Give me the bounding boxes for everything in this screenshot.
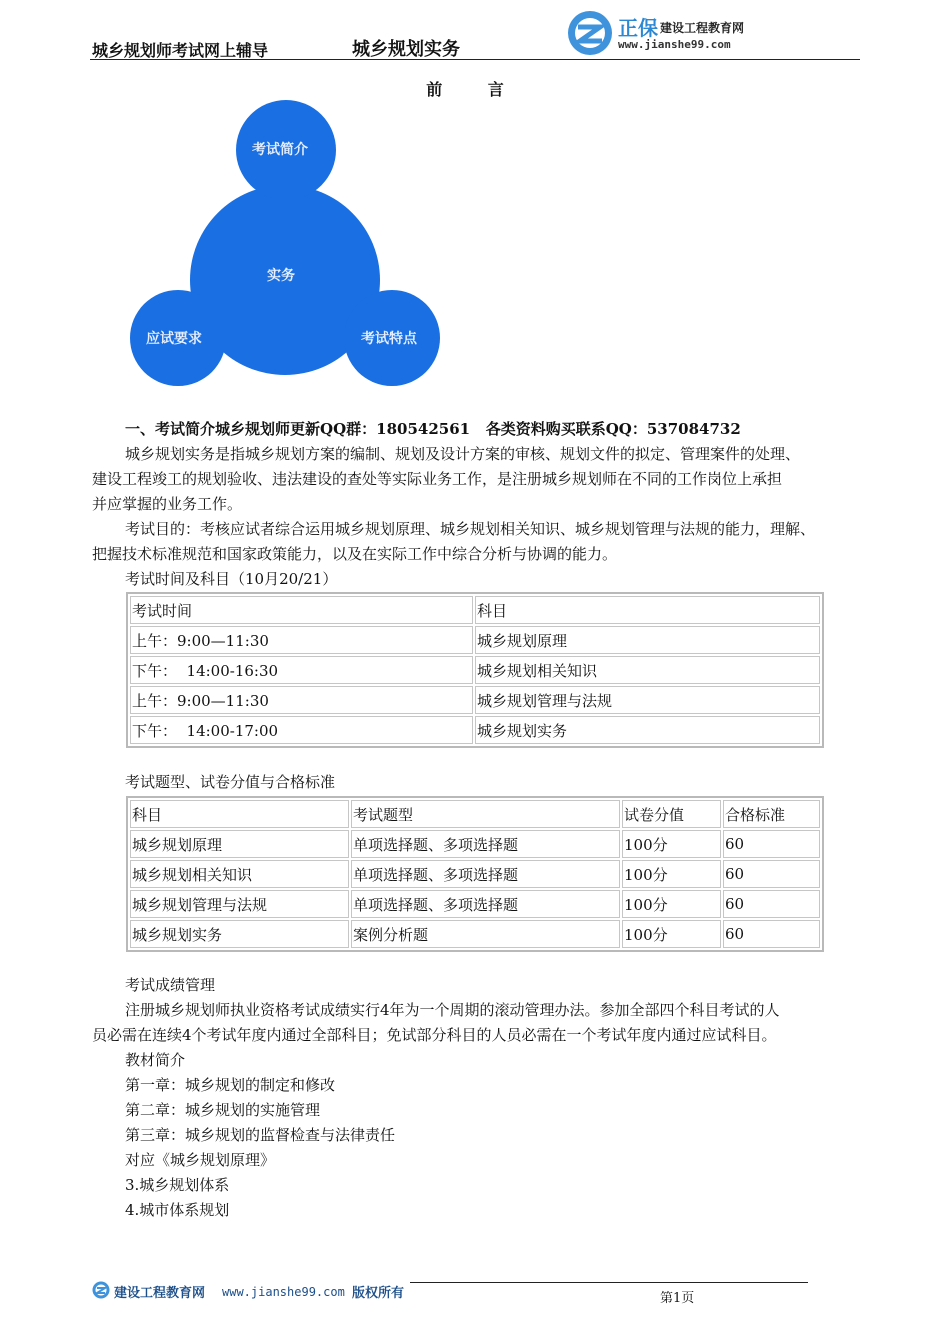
textbook-title: 教材简介 [125,1051,186,1069]
page-number: 第1页 [660,1291,695,1306]
table-cell: 100分 [622,860,721,888]
diagram-label-center: 实务 [267,268,295,284]
table-row [130,890,820,918]
table-header-row [130,800,820,828]
logo-brand-subtitle: 建设工程教育网 [660,21,745,35]
table-cell: 单项选择题、多项选择题 [351,860,620,888]
table-header-cell: 科目 [475,596,820,624]
table-header-cell: 合格标准 [723,800,820,828]
logo-url: www.jianshe99.com [618,38,731,51]
footer-site-name: 建设工程教育网 [114,1286,206,1301]
table-cell: 100分 [622,830,721,858]
table-row [130,860,820,888]
table-cell: 下午： 14:00-16:30 [130,656,473,684]
table-cell: 城乡规划相关知识 [130,860,349,888]
diagram-label-right: 考试特点 [361,331,417,347]
intro-paragraph-line1: 城乡规划实务是指城乡规划方案的编制、规划及设计方案的审核、规划文件的拟定、管理案件的处理、 [125,445,801,463]
header-divider [90,59,860,60]
table-cell: 案例分析题 [351,920,620,948]
diagram-label-left: 应试要求 [146,331,202,347]
table-cell: 城乡规划实务 [130,920,349,948]
score-table [126,796,824,952]
list-item: 对应《城乡规划原理》 [125,1151,276,1169]
table-cell: 上午：9:00—11:30 [130,686,473,714]
table-cell: 100分 [622,890,721,918]
list-item: 第一章：城乡规划的制定和修改 [125,1076,336,1094]
header-left-title: 城乡规划师考试网上辅导 [92,41,269,60]
footer-logo-icon [92,1281,110,1299]
footer-rights: 版权所有 [352,1286,405,1301]
table-cell: 下午： 14:00-17:00 [130,716,473,744]
table-row [130,920,820,948]
table-header-cell: 考试时间 [130,596,473,624]
table-row [130,716,820,744]
table-cell: 城乡规划相关知识 [475,656,820,684]
table-cell: 60 [723,830,820,858]
table-cell: 城乡规划管理与法规 [130,890,349,918]
table-cell: 上午：9:00—11:30 [130,626,473,654]
table-row [130,686,820,714]
exam-overview-diagram [120,95,450,395]
purpose-paragraph-line2: 把握技术标准规范和国家政策能力，以及在实际工作中综合分析与协调的能力。 [92,545,618,563]
table-cell: 城乡规划管理与法规 [475,686,820,714]
table-header-row [130,596,820,624]
purpose-paragraph-line1: 考试目的：考核应试者综合运用城乡规划原理、城乡规划相关知识、城乡规划管理与法规的能力，理解、 [125,520,816,538]
table-cell: 100分 [622,920,721,948]
score-mgmt-title: 考试成绩管理 [125,976,216,994]
table-row [130,830,820,858]
footer-url-link[interactable]: www.jianshe99.com [222,1285,345,1299]
score-caption: 考试题型、试卷分值与合格标准 [125,773,336,791]
table-cell: 单项选择题、多项选择题 [351,890,620,918]
table-row [130,656,820,684]
table-header-cell: 科目 [130,800,349,828]
table-cell: 城乡规划原理 [130,830,349,858]
list-item: 4.城市体系规划 [125,1201,230,1219]
table-cell: 城乡规划原理 [475,626,820,654]
section-heading: 一、考试简介城乡规划师更新QQ群：180542561 各类资料购买联系QQ：537084732 [125,420,741,438]
table-row [130,626,820,654]
schedule-table [126,592,824,748]
diagram-label-top: 考试简介 [252,142,308,158]
table-cell: 60 [723,890,820,918]
list-item: 第二章：城乡规划的实施管理 [125,1101,321,1119]
table-header-cell: 考试题型 [351,800,620,828]
intro-paragraph-line2: 建设工程竣工的规划验收、违法建设的查处等实际业务工作，是注册城乡规划师在不同的工作岗位上承担 [92,470,783,488]
table-header-cell: 试卷分值 [622,800,721,828]
table-cell: 60 [723,920,820,948]
score-mgmt-line2: 员必需在连续4个考试年度内通过全部科目；免试部分科目的人员必需在一个考试年度内通过应试科目。 [92,1026,777,1044]
preface-title: 前 言 [426,80,524,99]
header-subject-title: 城乡规划实务 [352,39,460,60]
footer-divider [410,1282,808,1283]
score-mgmt-line1: 注册城乡规划师执业资格考试成绩实行4年为一个周期的滚动管理办法。参加全部四个科目考试的人 [125,1001,780,1019]
logo-brand-name: 正保 [618,16,658,40]
table-cell: 城乡规划实务 [475,716,820,744]
table-cell: 60 [723,860,820,888]
list-item: 第三章：城乡规划的监督检查与法律责任 [125,1126,396,1144]
schedule-caption: 考试时间及科目（10月20/21） [125,570,338,588]
intro-paragraph-line3: 并应掌握的业务工作。 [92,495,243,513]
table-cell: 单项选择题、多项选择题 [351,830,620,858]
list-item: 3.城乡规划体系 [125,1176,230,1194]
